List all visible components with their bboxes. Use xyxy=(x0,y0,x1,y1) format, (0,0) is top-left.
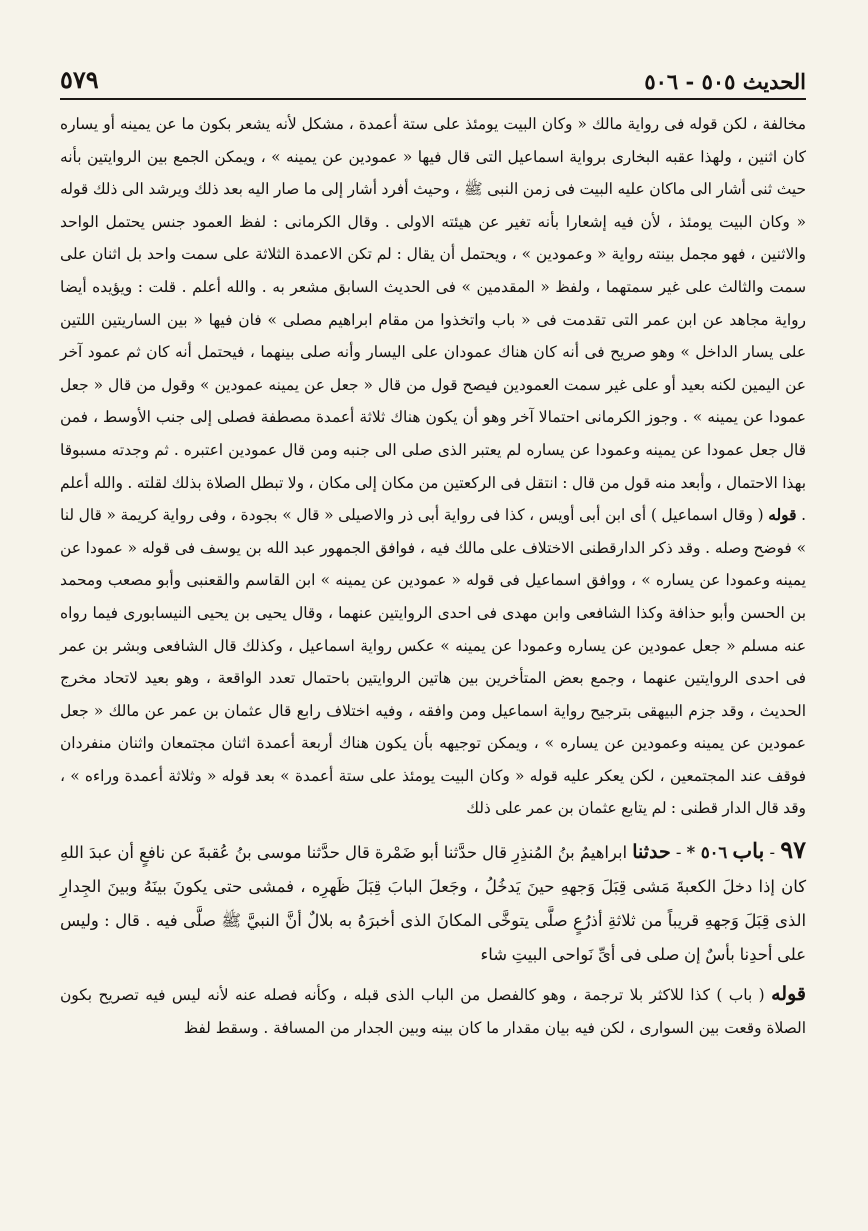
header-rule xyxy=(60,98,806,100)
page-number: ٥٧٩ xyxy=(60,65,99,94)
hadith-block xyxy=(60,833,806,972)
chapter-number: ٩٧ xyxy=(780,835,806,865)
page-header xyxy=(60,58,806,94)
footnote-qawluhu: قوله xyxy=(771,983,806,1006)
hadith-text: ابراهيمُ بنُ المُنذِرِ قال حدَّثنا أبو ضَمْرة قال حدَّثنا موسى بنُ عُقبةَ عن نافعٍ أن عبدَ اللهِ كان إذا دخلَ الكعبةَ مَشى قِبَلَ وَجههِ حينَ يَدخُلُ ، وجَعلَ البابَ قِبَلَ ظَهرِه ، فمشى حتى يكونَ بينَهُ وبينَ الجِدارِ الذى قِبَلَ وَجههِ قريباً من ثلاثةِ أذرُعٍ صلَّى يتوخَّى المكانَ الذى أخبرَهُ به بلالٌ أنَّ النبيَّ ﷺ صلَّى فيه . قال : وليس على أحدِنا بأسٌ إن صلى فى أىِّ نَواحى البيتِ شاء xyxy=(60,843,806,965)
commentary-text-continued: ( وقال اسماعيل ) أى ابن أبى أويس ، كذا فى رواية أبى ذر والاصيلى « قال » بجودة ، وفى رواية كريمة « قال لنا » فوضح وصله . وقد ذكر الدارقطنى الاختلاف على مالك فيه ، فوافق الجمهور عبد الله بن يوسف فى قوله « عمودا عن يمينه وعمودا عن يساره » ، ووافق اسماعيل فى قوله « عمودين عن يمينه » ابن القاسم والقعنبى وأبو مصعب ومحمد بن الحسن وأبو حذافة وكذا الشافعى وابن مهدى فى احدى الروايتين عنهما ، وقال يحيى بن يحيى النيسابورى فيما رواه عنه مسلم « جعل عمودين عن يساره وعمودا عن يمينه » عكس رواية اسماعيل ، وكذلك قال الشافعى وبشر بن عمر فى احدى الروايتين عنهما ، وجمع بعض المتأخرين بين هاتين الروايتين باحتمال تعدد الواقعة ، وهو بعيد لاتحاد مخرج الحديث ، وقد جزم البيهقى بترجيح رواية اسماعيل ومن وافقه ، وفيه اختلاف رابع قال عثمان بن عمر عن مالك « جعل عمودين عن يمينه وعمودين عن يساره » ، ويمكن توجيهه بأن يكون هناك أربعة أعمدة اثنان مجتمعان واثنان منفردان فوقف عند المجتمعين ، لكن يعكر عليه قوله « وكان البيت يومئذ على ستة أعمدة » بعد قوله « وثلاثة أعمدة وراءه » ، وقد قال الدار قطنى : لم يتابع عثمان بن عمر على ذلك xyxy=(60,506,806,818)
commentary-paragraph xyxy=(60,108,806,825)
running-title: الحديث ٥٠٥ - ٥٠٦ xyxy=(644,69,806,94)
footnote-paragraph xyxy=(60,978,806,1044)
chapter-label: باب xyxy=(732,838,765,864)
hadith-index: ٥٠٦ * xyxy=(686,843,728,863)
commentary-block xyxy=(60,108,806,825)
qawluhu-marker: قوله xyxy=(768,506,797,525)
commentary-text: مخالفة ، لكن قوله فى رواية مالك « وكان البيت يومئذ على ستة أعمدة ، مشكل لأنه يشعر بكون ما عن يمينه أو يساره كان اثنين ، ولهذا عقبه البخارى برواية اسماعيل التى قال فيها « عمودين عن يمينه » ، ويمكن الجمع بين الروايتين بأنه حيث ثنى أشار الى ماكان عليه البيت فى زمن النبى ﷺ ، وحيث أفرد أشار إلى ما صار اليه بعد ذلك ويرشد الى ذلك قوله « وكان البيت يومئذ ، لأن فيه إشعارا بأنه تغير عن هيئته الاولى . وقال الكرمانى : لفظ العمود جنس يحتمل الواحد والاثنين ، فهو مجمل بينته رواية « وعمودين » ، ويحتمل أن يقال : لم تكن الاعمدة الثلاثة على سمت واحد بل اثنان على سمت والثالث على غير سمتهما ، ولفظ « المقدمين » فى الحديث السابق مشعر به . والله أعلم . قلت : ويؤيده أيضا رواية مجاهد عن ابن عمر التى تقدمت فى « باب واتخذوا من مقام ابراهيم مصلى » فان فيها « بين الساريتين اللتين على يسار الداخل » وهو صريح فى أنه كان هناك عمودان على اليسار وأنه صلى بينهما ، فيحتمل أنه كان ثم عمود آخر عن اليمين لكنه بعيد أو على غير سمت العمودين فيصح قول من قال « جعل عن يمينه عمودين » وقول من قال « جعل عمودا عن يمينه » . وجوز الكرمانى احتمالا آخر وهو أن يكون هناك ثلاثة أعمدة مصطفة فصلى إلى جنب الأوسط ، فمن قال جعل عمودا عن يمينه وعمودا عن يساره لم يعتبر الذى صلى الى جنبه ومن قال عمودين اعتبره . ثم وجدته مسبوقا بهذا الاحتمال ، وأبعد منه قول من قال : انتقل فى الركعتين من مكان إلى مكان ، ولا تبطل الصلاة بذلك لقلته . والله أعلم . xyxy=(60,115,806,525)
footnote-text: ( باب ) كذا للاكثر بلا ترجمة ، وهو كالفصل من الباب الذى قبله ، وكأنه فصله عنه لأنه ليس فيه تصريح بكون الصلاة وقعت بين السوارى ، لكن فيه بيان مقدار ما كان بينه وبين الجدار من المسافة . وسقط لفظ xyxy=(60,986,806,1037)
footnote-block xyxy=(60,978,806,1044)
haddathana-marker: حدثنا xyxy=(632,841,671,864)
hadith-paragraph: ٩٧ - باب ٥٠٦ * - حدثنا ابراهيمُ بنُ المُنذِرِ قال حدَّثنا أبو ضَمْرة قال حدَّثنا موسى بنُ عُقبةَ عن نافعٍ أن عبدَ اللهِ كان إذا دخلَ الكعبةَ مَشى قِبَلَ وَجههِ حينَ يَدخُلُ ، وجَعلَ البابَ قِبَلَ ظَهرِه ، فمشى حتى يكونَ بينَهُ وبينَ الجِدارِ الذى قِبَلَ وَجههِ قريباً من ثلاثةِ أذرُعٍ صلَّى يتوخَّى المكانَ الذى أخبرَهُ به بلالٌ أنَّ النبيَّ ﷺ صلَّى فيه . قال : وليس على أحدِنا بأسٌ إن صلى فى أىِّ نَواحى البيتِ شاء xyxy=(60,835,806,965)
